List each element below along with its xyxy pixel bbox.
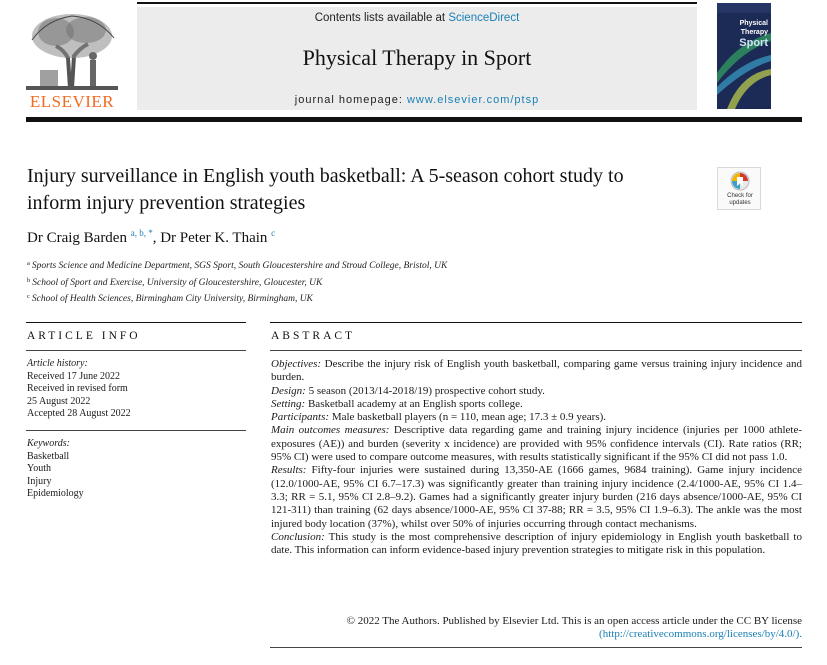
history-entry: 25 August 2022 <box>27 395 91 407</box>
keyword[interactable]: Youth <box>27 463 51 474</box>
abstract-body <box>271 358 802 557</box>
keywords-label: Keywords: <box>27 438 70 449</box>
check-for-updates-button[interactable] <box>717 167 761 210</box>
affiliation-text: School of Sport and Exercise, University of Gloucestershire, Gloucester, UK <box>32 277 323 288</box>
cover-title <box>718 19 768 49</box>
author-affiliation-marker[interactable]: a, b, * <box>130 228 153 238</box>
journal-masthead <box>137 7 697 110</box>
abstract-section-text: Fifty-four injuries were sustained during 13,350-AE (1666 games, 9684 training). Game injury incidence (12.0/1000-AE, 95% CI 6.7–17.3) was significantly greater than training injury incidence (2.4/1000-AE, 95% CI 1.4–3.3; RR = 5.1, 95% CI 2.8–9.2). Games had a significantly greater injury burden (216 days absence/1000-AE, 95% CI 121-311) than training (62 days absence/1000-AE, 95% CI 37-88; RR = 3.5, 95% CI 1.9–6.3). The ankle was the most injured body location (37%), whilst over 50% of injuries occurring through contact mechanisms. <box>271 464 802 530</box>
article-history-label: Article history: <box>27 358 88 369</box>
abstract-heading: ABSTRACT <box>271 330 356 342</box>
affiliation-text: Sports Science and Medicine Department, SGS Sport, South Gloucestershire and Stroud College, Bristol, UK <box>31 261 448 271</box>
abstract-outcome-measures <box>271 424 802 464</box>
article-info-heading: ARTICLE INFO <box>27 330 141 342</box>
publisher-name[interactable]: ELSEVIER <box>29 92 115 111</box>
history-entry: Received in revised form <box>27 383 128 394</box>
keyword[interactable]: Basketball <box>27 450 70 462</box>
cover-title-line2: Therapy <box>740 29 768 36</box>
journal-cover-image[interactable] <box>717 3 771 109</box>
affiliation-key: b <box>27 276 31 284</box>
abstract-section-text: Descriptive data regarding game and training injury incidence (injuries per 1000 athlete-exposures (AE)) and burden (severity x incidence) are provided with 95% confidence intervals (CI). Rate ratios (RR; 95% CI) were used to compare outcome measures, with results statistically significant if the 95% CI did not pass 1.0. <box>271 424 803 464</box>
cc-license-link[interactable]: (http://creativecommons.org/licenses/by/4.0/). <box>599 628 802 641</box>
abstract-setting <box>271 398 802 411</box>
journal-title: Physical Therapy in Sport <box>302 45 532 70</box>
abstract-section-label: Setting: <box>271 397 306 410</box>
abstract-section-text: Male basketball players (n = 110, mean age; 17.3 ± 0.9 years). <box>331 411 607 424</box>
affiliation <box>27 290 587 307</box>
abstract-bottom-rule <box>270 647 802 648</box>
affiliation-key: c <box>27 293 30 300</box>
abstract-section-text: This study is the most comprehensive description of injury epidemiology in English youth basketball to date. This information can inform evidence-based injury prevention strategies to mitigate risk in this population. <box>271 530 802 557</box>
header-bottom-rule <box>26 117 802 122</box>
cover-title-line1: Physical <box>739 20 768 27</box>
affiliation-list <box>27 257 587 307</box>
article-info-top-rule <box>26 322 246 323</box>
abstract-conclusion <box>271 531 802 558</box>
affiliation-text: School of Health Sciences, Birmingham City University, Birmingham, UK <box>31 294 313 304</box>
author-name[interactable]: Dr Craig Barden <box>27 230 127 246</box>
cover-title-line3: Sport <box>739 37 768 49</box>
contents-line <box>137 12 697 24</box>
abstract-heading-rule <box>270 350 802 351</box>
crossmark-icon <box>730 171 750 191</box>
history-entry: Received 17 June 2022 <box>27 370 121 382</box>
abstract-section-text: 5 season (2013/14-2018/19) prospective cohort study. <box>308 384 545 397</box>
history-divider <box>26 430 246 431</box>
article-history <box>27 358 247 421</box>
article-title: Injury surveillance in English youth basketball: A 5-season cohort study to inform injury prevention strategies <box>27 165 624 214</box>
author-affiliation-marker[interactable]: c <box>271 228 276 238</box>
homepage-prefix: journal homepage: <box>294 94 407 106</box>
journal-homepage-link[interactable]: www.elsevier.com/ptsp <box>406 94 540 106</box>
homepage-line <box>137 94 697 106</box>
abstract-section-label: Participants: <box>271 411 330 424</box>
copyright-notice <box>271 615 802 642</box>
abstract-section-text: Basketball academy at an English sports college. <box>307 397 523 410</box>
abstract-objectives <box>271 358 802 385</box>
author-separator: , <box>152 230 161 246</box>
abstract-section-text: Describe the injury risk of English youth basketball, comparing game versus training injury incidence and burden. <box>271 358 802 384</box>
abstract-section-label: Results: <box>271 464 307 477</box>
header-top-rule <box>137 2 697 4</box>
affiliation <box>27 257 587 274</box>
abstract-design <box>271 385 802 398</box>
abstract-results <box>271 464 802 530</box>
abstract-section-label: Objectives: <box>271 358 322 370</box>
keyword[interactable]: Epidemiology <box>27 488 84 499</box>
keyword[interactable]: Injury <box>27 475 52 487</box>
keywords <box>27 438 247 501</box>
contents-prefix: Contents lists available at <box>314 12 449 24</box>
article-info-heading-rule <box>26 350 246 351</box>
abstract-top-rule <box>270 322 802 323</box>
sciencedirect-link[interactable]: ScienceDirect <box>448 12 520 24</box>
copyright-text: © 2022 The Authors. Published by Elsevier Ltd. This is an open access article under the CC BY license <box>346 615 802 627</box>
abstract-section-label: Design: <box>271 384 306 397</box>
history-entry: Accepted 28 August 2022 <box>27 408 131 419</box>
abstract-section-label: Main outcomes measures: <box>271 424 390 437</box>
check-for-updates-label: Check for updates <box>727 193 753 206</box>
abstract-participants <box>271 411 802 424</box>
affiliation <box>27 274 587 291</box>
abstract-section-label: Conclusion: <box>271 530 325 543</box>
author-name[interactable]: Dr Peter K. Thain <box>160 230 268 246</box>
affiliation-key: a <box>27 260 30 267</box>
author-list <box>27 228 275 247</box>
